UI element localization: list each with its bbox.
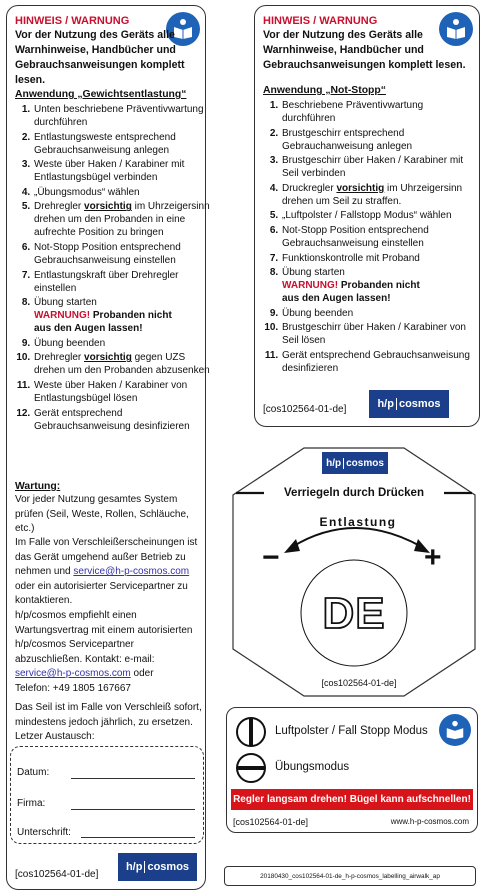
warning-text: Probanden nicht — [338, 280, 420, 292]
signature-label: Unterschrift: — [17, 827, 71, 838]
left-intro — [15, 28, 205, 88]
step-text: gegen UZS drehen um den Probanden abzusenken — [34, 352, 210, 377]
list-item: 2. Brustgeschirr entsprechend Gebrauchanweisung anlegen — [281, 127, 477, 153]
right-warning-header: HINWEIS / WARNUNG — [263, 15, 378, 27]
right-section-title: Anwendung „Not-Stopp“ — [263, 85, 386, 96]
intro-line: Gebrauchsanweisungen komplett lesen. — [15, 59, 185, 86]
list-item: 6. Not-Stopp Position entsprechend Gebrauchsanweisung einstellen — [33, 241, 215, 267]
exercise-mode-icon — [235, 752, 267, 784]
date-field[interactable] — [71, 778, 195, 779]
list-item: 1. Unten beschriebene Präventivwartung durchführen — [33, 103, 215, 129]
step-emphasis: vorsichtig — [336, 182, 385, 194]
hp-cosmos-logo — [118, 853, 197, 881]
service-email-link[interactable]: service@h-p-cosmos.com — [73, 566, 190, 577]
intro-line: Warnhinweise, Handbücher und — [15, 44, 176, 56]
logo-left: h/p — [377, 398, 394, 410]
list-item: 7. Entlastungskraft über Drehregler einstellen — [33, 269, 215, 295]
intro-line: Gebrauchsanweisungen komplett lesen. — [263, 59, 466, 71]
read-manual-icon — [439, 714, 471, 746]
caution-banner — [231, 789, 473, 810]
maintenance-text: Vor jeder Nutzung gesamtes System prüfen (Seil, Weste, Rollen, Schläuche, etc.) — [15, 494, 189, 534]
step-warning-2: aus den Augen lassen! — [34, 323, 143, 335]
step-text: Übung starten — [282, 267, 345, 279]
logo-right: cosmos — [144, 861, 189, 873]
website-url[interactable]: www.h-p-cosmos.com — [390, 817, 469, 826]
list-item: 3. Weste über Haken / Karabiner mit Entlastungsbügel verbinden — [33, 158, 215, 184]
step-warning — [282, 279, 477, 292]
mode-reference: [cos102564-01-de] — [233, 817, 309, 827]
step-warning-2: aus den Augen lassen! — [282, 293, 391, 305]
contract-text — [15, 609, 203, 696]
right-steps-list — [263, 99, 477, 377]
service-form — [10, 746, 204, 844]
email-prefix: e-mail: — [124, 653, 155, 665]
knob-reference: [cos102564-01-de] — [321, 678, 397, 688]
caution-text: Regler langsam drehen! Bügel kann aufschnellen! — [233, 794, 471, 805]
list-item: 2. Entlastungsweste entsprechend Gebrauchsanweisung anlegen — [33, 131, 215, 157]
hp-cosmos-logo — [369, 390, 449, 418]
right-intro — [263, 28, 473, 73]
list-item: 11. Gerät entsprechend Gebrauchsanweisung desinfizieren — [281, 349, 477, 375]
warning-red: WARNUNG! — [34, 310, 91, 322]
step-warning — [34, 309, 215, 322]
intro-line: Vor der Nutzung des Geräts alle — [15, 29, 175, 41]
arc-label: Entlastung — [319, 515, 397, 529]
list-item: 9. Übung beenden — [33, 337, 215, 350]
minus-sign: − — [262, 541, 280, 574]
list-item: 6. Not-Stopp Position entsprechend Gebrauchsanweisung einstellen — [281, 224, 477, 250]
logo-right: cosmos — [343, 458, 384, 469]
logo-left: h/p — [326, 457, 342, 469]
company-label: Firma: — [17, 798, 46, 809]
mode-exercise-label: Übungsmodus — [275, 761, 350, 773]
list-item: 4. „Übungsmodus“ wählen — [33, 186, 215, 199]
intro-line: Warnhinweise, Handbücher und — [263, 44, 424, 56]
step-text: im Uhrzeigersinn drehen um Seil zu straffen. — [282, 182, 463, 207]
step-text: Übung starten — [34, 297, 97, 309]
list-item — [281, 266, 477, 305]
list-item: 1. Beschriebene Präventivwartung durchführen — [281, 99, 477, 125]
email-suffix: oder — [130, 668, 154, 679]
knob-label — [232, 447, 476, 697]
list-item: 12. Gerät entsprechend Gebrauchsanweisung desinfizieren — [33, 407, 215, 433]
service-email-link-2[interactable]: service@h-p-cosmos.com — [15, 668, 131, 679]
warning-text: Probanden nicht — [90, 310, 172, 322]
left-steps-list — [15, 103, 215, 434]
contract-text-body: h/p/cosmos empfiehlt einen Wartungsvertrag mit einem autorisierten h/p/cosmos Servicepartner abzuschließen. Kontakt: — [15, 610, 193, 665]
warning-red: WARNUNG! — [282, 280, 339, 292]
wear-text-1: Im Falle von Verschleißerscheinungen ist das Gerät umgehend außer Betrieb zu nehmen und — [15, 537, 198, 577]
maintenance-title: Wartung: — [15, 481, 61, 492]
step-emphasis: vorsichtig — [84, 201, 132, 213]
logo-left: h/p — [125, 861, 143, 873]
airwalk-mode-icon — [235, 716, 267, 748]
step-text: Druckregler — [282, 182, 337, 194]
list-item: 5. „Luftpolster / Fallstopp Modus“ wählen — [281, 209, 477, 222]
list-item: 11. Weste über Haken / Karabiner von Entlastungsbügel lösen — [33, 379, 215, 405]
list-item — [281, 182, 477, 208]
filename-box — [224, 866, 476, 886]
step-emphasis: vorsichtig — [84, 352, 132, 364]
left-reference: [cos102564-01-de] — [15, 869, 99, 880]
list-item — [33, 351, 215, 377]
country-code: DE — [322, 589, 386, 638]
logo-right: cosmos — [396, 398, 441, 410]
list-item: 7. Funktionskontrolle mit Proband — [281, 252, 477, 265]
list-item — [33, 296, 215, 335]
wear-text — [15, 536, 203, 609]
plus-sign: + — [424, 541, 442, 574]
right-reference: [cos102564-01-de] — [263, 404, 347, 415]
left-section-title: Anwendung „Gewichtsentlastung“ — [15, 89, 187, 100]
knob-hp-cosmos-logo — [322, 452, 388, 474]
company-field[interactable] — [71, 809, 195, 810]
list-item: 10. Brustgeschirr über Haken / Karabiner von Seil lösen — [281, 321, 477, 347]
filename-text: 20180430_cos102564-01-de_h-p-cosmos_labelling_airwalk_ap — [260, 872, 440, 880]
list-item: 3. Brustgeschirr über Haken / Karabiner mit Seil verbinden — [281, 154, 477, 180]
mode-airwalk-label: Luftpolster / Fall Stopp Modus — [275, 725, 428, 737]
mode-label-card — [226, 707, 478, 833]
step-text: im Uhrzeigersinn drehen um den Probanden in eine aufrechte Position zu bringen — [34, 201, 210, 239]
rope-text: Das Seil ist im Falle von Verschleiß sofort, mindestens jedoch jährlich, zu ersetzen. Letzer Austausch: — [15, 702, 202, 742]
list-item — [33, 200, 215, 239]
intro-line: Vor der Nutzung des Geräts alle — [263, 29, 423, 41]
left-warning-header: HINWEIS / WARNUNG — [15, 15, 130, 27]
step-text: Drehregler — [34, 352, 85, 364]
wear-text-2: oder ein autorisierter Servicepartner zu kontaktieren. — [15, 580, 188, 606]
date-label: Datum: — [17, 767, 50, 778]
phone-number: Telefon: +49 1805 167667 — [15, 682, 131, 694]
signature-field[interactable] — [81, 837, 195, 838]
step-text: Drehregler — [34, 201, 85, 213]
list-item: 9. Übung beenden — [281, 307, 477, 320]
right-instruction-card — [254, 5, 480, 427]
left-instruction-card — [6, 5, 210, 890]
knob-title: Verriegeln durch Drücken — [284, 487, 424, 499]
